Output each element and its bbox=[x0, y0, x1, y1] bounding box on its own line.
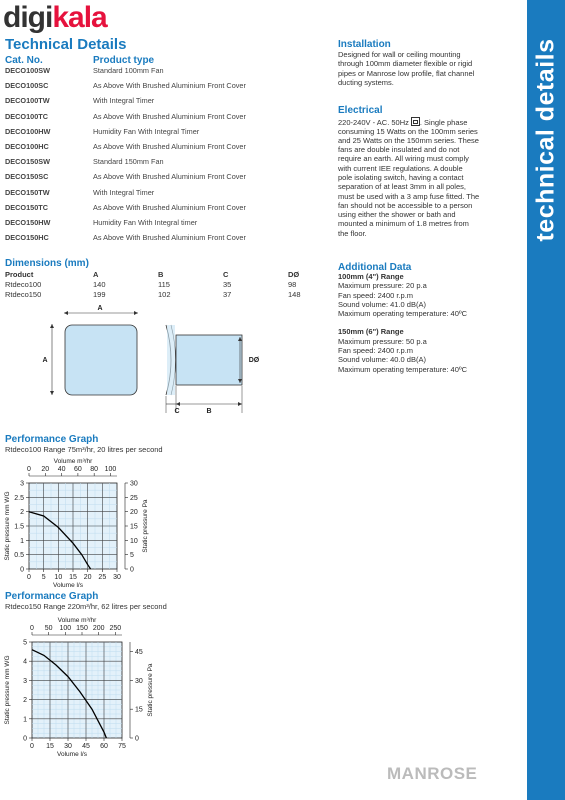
product-cat-no: DECO150SC bbox=[5, 172, 49, 182]
y-tick-label: 2 bbox=[20, 509, 24, 517]
dims-cell: 102 bbox=[158, 289, 171, 299]
dims-header: Product bbox=[5, 270, 34, 279]
product-cat-no: DECO100SC bbox=[5, 81, 49, 91]
chart1-subtitle: Rtdeco100 Range 75m³/hr, 20 litres per second bbox=[5, 445, 163, 454]
dims-header: C bbox=[223, 270, 229, 279]
electrical-line: and 25 Watts on the 150mm series. These bbox=[338, 135, 479, 145]
right-tick-label: 30 bbox=[135, 677, 143, 685]
right-tick-label: 25 bbox=[130, 494, 138, 502]
product-type: As Above With Brushed Aluminium Front Cover bbox=[93, 81, 246, 91]
x-tick-label: 10 bbox=[54, 574, 63, 581]
product-type: As Above With Brushed Aluminium Front Cover bbox=[93, 142, 246, 151]
y-tick-label: 3 bbox=[20, 480, 24, 488]
type-header: Product type bbox=[93, 55, 155, 66]
x-tick-label: 75 bbox=[118, 743, 126, 750]
top-tick-label: 100 bbox=[59, 625, 72, 632]
product-type: Humidity Fan With Integral Timer bbox=[93, 126, 200, 136]
installation-line: Designed for wall or ceiling mounting bbox=[338, 50, 461, 59]
product-cat-no: DECO100HC bbox=[5, 142, 49, 151]
product-cat-no: DECO150HW bbox=[5, 218, 51, 227]
right-tick-label: 45 bbox=[135, 649, 143, 657]
top-tick-label: 60 bbox=[73, 466, 82, 473]
product-type: Humidity Fan With Integral timer bbox=[93, 218, 198, 227]
top-axis-label: Volume m³/hr bbox=[57, 617, 97, 624]
right-tick-label: 0 bbox=[135, 735, 139, 743]
electrical-line: with current IEE regulations. A double bbox=[338, 163, 463, 173]
right-tick-label: 15 bbox=[130, 523, 138, 531]
product-type: As Above With Brushed Aluminium Front Cover bbox=[93, 233, 246, 243]
product-type: With Integral Timer bbox=[93, 187, 155, 197]
dimensions-title: Dimensions (mm) bbox=[5, 258, 89, 269]
chart1-title: Performance Graph bbox=[5, 434, 99, 445]
top-tick-label: 20 bbox=[41, 466, 50, 473]
right-tick-label: 5 bbox=[130, 552, 134, 560]
product-type: Standard 100mm Fan bbox=[93, 66, 164, 75]
right-tick-label: 20 bbox=[130, 509, 138, 517]
electrical-line: using either the shower or bath and bbox=[338, 210, 456, 220]
x-tick-label: 25 bbox=[98, 574, 107, 581]
additional-line: Fan speed: 2400 r.p.m bbox=[338, 290, 414, 300]
installation-title: Installation bbox=[338, 39, 391, 50]
dims-header: B bbox=[158, 270, 164, 279]
electrical-line: fan should not be accessible to a person bbox=[338, 200, 473, 210]
y-tick-label: 0.5 bbox=[14, 552, 24, 560]
electrical-line: require an earth. All wiring must comply bbox=[338, 154, 469, 164]
electrical-line: the floor. bbox=[338, 228, 367, 238]
x-tick-label: 0 bbox=[30, 743, 34, 750]
y-axis-label: Static pressure mm WG bbox=[4, 491, 11, 561]
installation-text bbox=[338, 50, 523, 87]
dims-cell: Rtdeco150 bbox=[5, 289, 42, 299]
right-tick-label: 10 bbox=[130, 537, 138, 545]
dims-cell: 199 bbox=[93, 289, 106, 299]
x-tick-label: 30 bbox=[64, 743, 72, 750]
dims-cell: 140 bbox=[93, 280, 106, 289]
product-cat-no: DECO150TC bbox=[5, 202, 48, 212]
electrical-line: consuming 15 Watts on the 100mm series bbox=[338, 126, 478, 136]
product-type: Standard 150mm Fan bbox=[93, 157, 164, 167]
additional-line: Maximum pressure: 20 p.a bbox=[338, 281, 427, 291]
b-label: B bbox=[206, 408, 212, 415]
x-axis-label: Volume l/s bbox=[57, 751, 87, 758]
x-axis-label: Volume l/s bbox=[53, 582, 83, 589]
chart2-subtitle: Rtdeco150 Range 220m³/hr, 62 litres per second bbox=[5, 602, 167, 611]
sidebar-band bbox=[527, 0, 565, 800]
chart2-title: Performance Graph bbox=[5, 591, 99, 602]
a-side-label: A bbox=[42, 357, 48, 364]
spacer bbox=[338, 318, 523, 327]
additional-line: Fan speed: 2400 r.p.m bbox=[338, 346, 414, 356]
top-tick-label: 0 bbox=[27, 466, 31, 473]
right-axis-label: Static pressure Pa bbox=[147, 663, 154, 717]
y-tick-label: 1 bbox=[23, 716, 27, 724]
x-tick-label: 0 bbox=[27, 574, 31, 581]
d-label: DØ bbox=[248, 357, 260, 364]
fan-dimension-diagram bbox=[35, 300, 275, 420]
y-tick-label: 2.5 bbox=[14, 494, 24, 502]
top-tick-label: 150 bbox=[76, 625, 88, 632]
dims-cell: Rtdeco100 bbox=[5, 280, 42, 289]
top-axis-label: Volume m³/hr bbox=[53, 458, 93, 465]
product-cat-no: DECO100HW bbox=[5, 126, 51, 136]
top-tick-label: 100 bbox=[104, 466, 117, 473]
additional-line: Sound volume: 41.0 dB(A) bbox=[338, 299, 426, 309]
dims-cell: 37 bbox=[223, 289, 232, 299]
right-tick-label: 30 bbox=[130, 480, 138, 488]
additional-data bbox=[338, 272, 523, 374]
product-cat-no: DECO150HC bbox=[5, 233, 49, 243]
additional-title: Additional Data bbox=[338, 262, 412, 273]
x-tick-label: 5 bbox=[41, 574, 46, 581]
installation-line: pipes or Manrose low profile, flat channel bbox=[338, 68, 475, 78]
product-type: As Above With Brushed Aluminium Front Cover bbox=[93, 172, 246, 182]
dims-cell: 148 bbox=[288, 289, 301, 299]
dims-cell: 98 bbox=[288, 280, 297, 289]
y-tick-label: 1 bbox=[20, 537, 24, 545]
x-tick-label: 60 bbox=[100, 743, 108, 750]
y-tick-label: 1.5 bbox=[14, 523, 24, 531]
cat-header: Cat. No. bbox=[5, 55, 43, 66]
installation-line: ducting systems. bbox=[338, 77, 394, 87]
product-cat-no: DECO150SW bbox=[5, 157, 51, 167]
performance-chart-150 bbox=[0, 615, 170, 765]
y-tick-label: 3 bbox=[23, 677, 27, 685]
dims-cell: 35 bbox=[223, 280, 232, 289]
additional-heading: 150mm (6") Range bbox=[338, 327, 404, 337]
additional-heading: 100mm (4") Range bbox=[338, 272, 404, 281]
additional-line: Maximum operating temperature: 40ºC bbox=[338, 364, 468, 374]
product-type: As Above With Brushed Aluminium Front Cover bbox=[93, 111, 246, 121]
electrical-line: mounted a minimum of 1.8 metres from bbox=[338, 219, 469, 229]
side-title: technical details bbox=[531, 38, 560, 242]
site-logo[interactable]: digikala bbox=[3, 1, 107, 34]
product-cat-no: DECO100SW bbox=[5, 66, 51, 75]
x-tick-label: 45 bbox=[82, 743, 90, 750]
right-tick-label: 15 bbox=[135, 706, 143, 714]
top-tick-label: 250 bbox=[109, 625, 122, 632]
fan-duct-body bbox=[176, 335, 242, 385]
y-tick-label: 0 bbox=[20, 566, 24, 574]
y-axis-label: Static pressure mm WG bbox=[4, 655, 11, 725]
y-tick-label: 5 bbox=[23, 639, 27, 647]
dims-header: DØ bbox=[288, 270, 300, 279]
product-cat-no: DECO150TW bbox=[5, 187, 50, 197]
double-insulation-icon bbox=[411, 117, 420, 126]
electrical-title: Electrical bbox=[338, 105, 383, 116]
performance-chart-100 bbox=[0, 455, 165, 589]
electrical-phase: . Single phase bbox=[419, 118, 468, 127]
right-axis-label: Static pressure Pa bbox=[142, 499, 149, 553]
top-tick-label: 200 bbox=[92, 625, 105, 632]
dims-header: A bbox=[93, 270, 99, 279]
a-top-label: A bbox=[97, 305, 103, 312]
electrical-line: fans are double insulated and do not bbox=[338, 145, 460, 155]
electrical-voltage: 220-240V - AC. 50Hz bbox=[338, 118, 409, 127]
product-cat-no: DECO100TC bbox=[5, 111, 48, 121]
product-cat-no: DECO100TW bbox=[5, 96, 50, 106]
top-tick-label: 40 bbox=[57, 466, 66, 473]
additional-line: Maximum operating temperature: 40ºC bbox=[338, 309, 468, 319]
right-tick-label: 0 bbox=[130, 566, 134, 574]
electrical-line: pole isolating switch, having a contact bbox=[338, 172, 464, 182]
top-tick-label: 80 bbox=[90, 466, 99, 473]
x-tick-label: 30 bbox=[113, 574, 121, 581]
c-label: C bbox=[174, 408, 180, 415]
electrical-text bbox=[338, 127, 523, 239]
additional-line: Sound volume: 40.0 dB(A) bbox=[338, 355, 426, 365]
additional-line: Maximum pressure: 50 p.a bbox=[338, 336, 427, 346]
electrical-line: must be used with a 3 amp fuse fitted. The bbox=[338, 191, 480, 201]
top-tick-label: 0 bbox=[30, 625, 34, 632]
x-tick-label: 15 bbox=[69, 574, 77, 581]
y-tick-label: 0 bbox=[23, 735, 27, 743]
brand-logo: MANROSE bbox=[387, 764, 478, 783]
fan-front-view bbox=[65, 325, 137, 395]
tech-title: Technical Details bbox=[5, 36, 127, 53]
dims-cell: 115 bbox=[158, 280, 170, 289]
x-tick-label: 15 bbox=[46, 743, 54, 750]
y-tick-label: 2 bbox=[23, 697, 27, 705]
y-tick-label: 4 bbox=[23, 658, 27, 666]
installation-line: through 100mm diameter flexible or rigid bbox=[338, 59, 473, 69]
product-type: As Above With Brushed Aluminium Front Cover bbox=[93, 202, 246, 212]
top-tick-label: 50 bbox=[44, 625, 53, 632]
electrical-line: separation of at least 3mm in all poles, bbox=[338, 182, 466, 192]
product-type: With Integral Timer bbox=[93, 96, 155, 106]
x-tick-label: 20 bbox=[83, 574, 92, 581]
